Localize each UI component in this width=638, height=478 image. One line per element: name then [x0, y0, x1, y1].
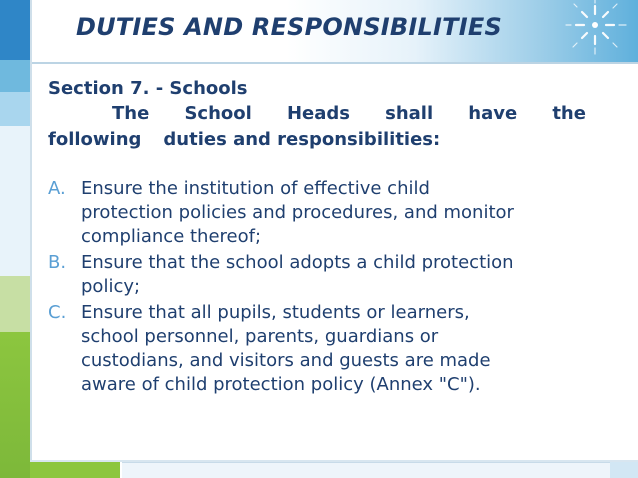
intro-word: The: [112, 103, 150, 124]
intro-word: the: [552, 103, 586, 124]
strip-block: [0, 126, 30, 276]
intro-word: following: [48, 129, 142, 150]
list-marker: B.: [48, 252, 67, 273]
bottom-band-blue: [610, 462, 638, 478]
duties-list: [48, 177, 596, 397]
strip-divider: [30, 0, 32, 478]
strip-block: [0, 0, 30, 60]
intro-word: have: [468, 103, 518, 124]
intro-word: Heads: [286, 103, 350, 124]
strip-block: [0, 92, 30, 126]
strip-block: [0, 276, 30, 332]
list-marker: C.: [48, 302, 67, 323]
list-item-text: Ensure that all pupils, students or learners, school personnel, parents, guardians or custodians, and visitors and guests are made aware of child protection policy (Annex "C").: [81, 302, 491, 395]
list-item-text: Ensure that the school adopts a child protection policy;: [81, 252, 514, 297]
bottom-decorative-band: [0, 462, 638, 478]
list-item: [48, 301, 596, 397]
bottom-band-light: [122, 462, 610, 478]
list-marker: A.: [48, 178, 66, 199]
slide-body: [48, 76, 596, 397]
slide-title: DUTIES AND RESPONSIBILITIES: [76, 13, 502, 41]
intro-word: shall: [385, 103, 434, 124]
intro-line-2: [48, 127, 596, 153]
bottom-band-green: [30, 462, 120, 478]
left-decorative-strip: [0, 0, 34, 478]
strip-block: [0, 332, 30, 478]
header-divider: [30, 62, 638, 64]
intro-phrase: duties and responsibilities:: [163, 129, 441, 150]
list-item-text: Ensure the institution of effective child protection policies and procedures, and monitor compliance thereof;: [81, 178, 514, 247]
list-item: [48, 251, 596, 299]
section-heading: Section 7. - Schools: [48, 78, 248, 99]
strip-block: [0, 60, 30, 92]
intro-line-1: [48, 101, 586, 127]
sparkle-icon: [552, 0, 638, 60]
intro-word: School: [184, 103, 252, 124]
list-item: [48, 177, 596, 249]
